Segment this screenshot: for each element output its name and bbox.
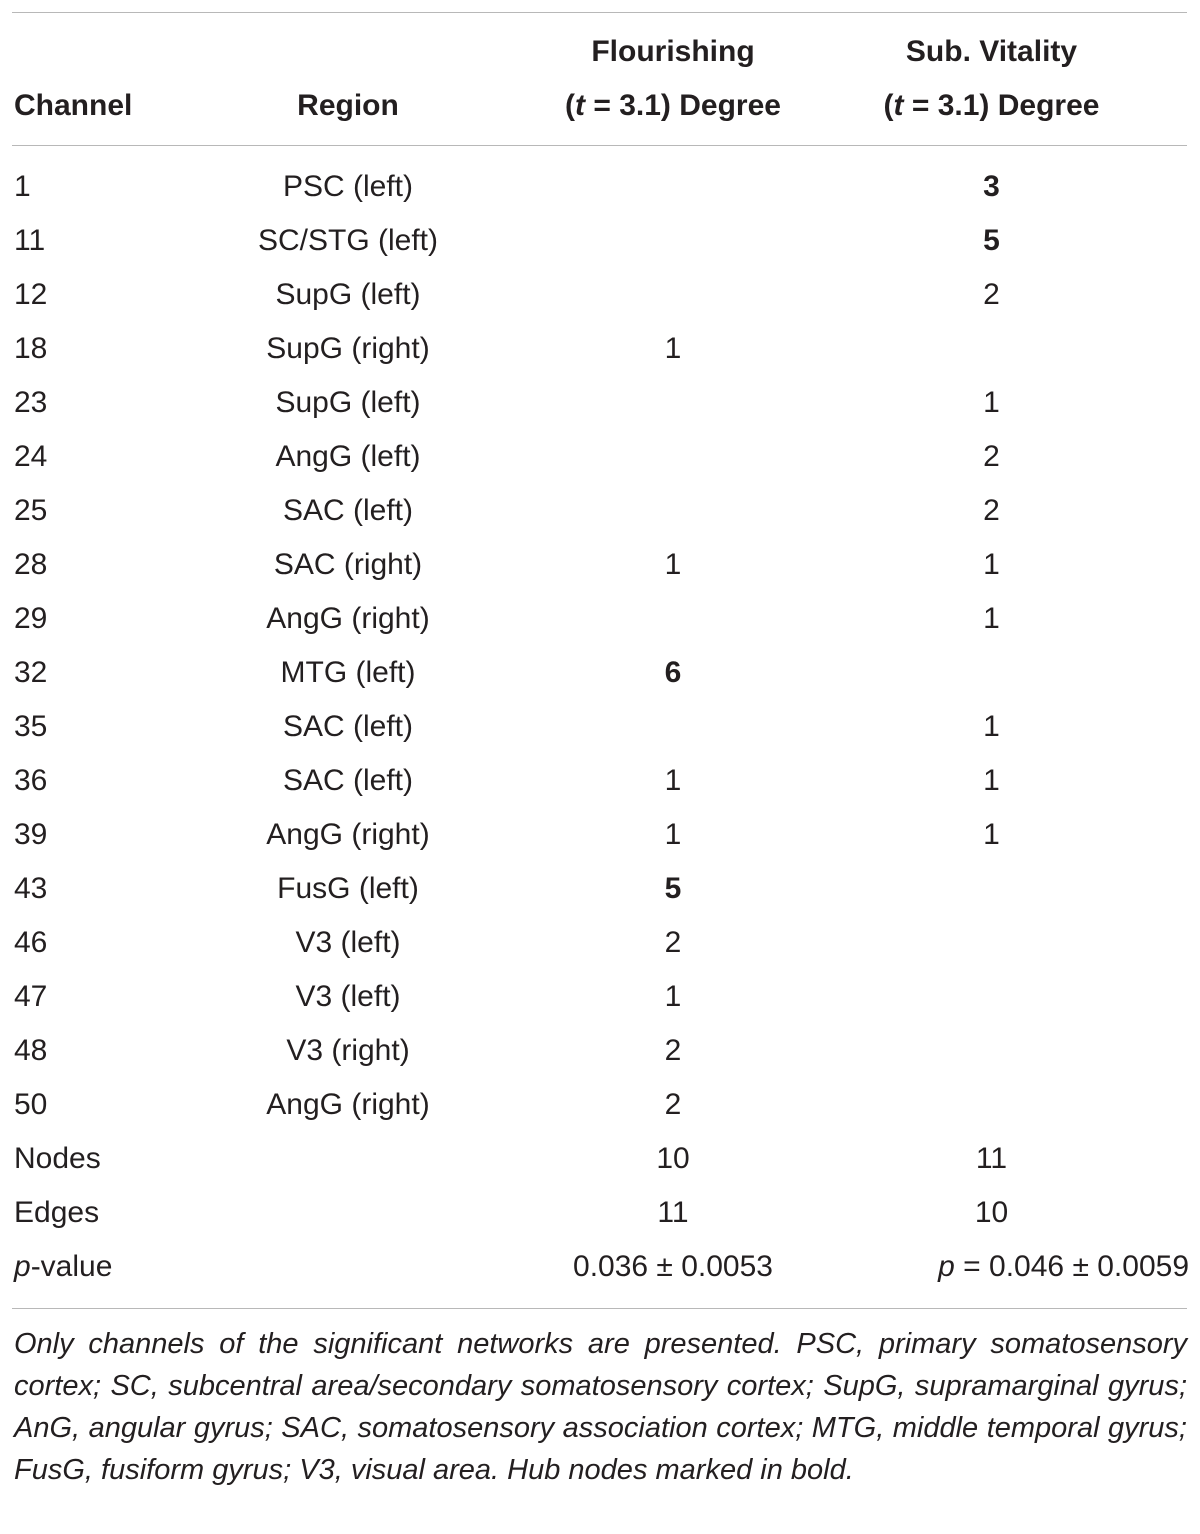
table-row bbox=[12, 430, 1189, 484]
header-channel: Channel bbox=[14, 89, 133, 122]
summary-body bbox=[12, 1132, 1189, 1308]
header-row-1 bbox=[12, 13, 1189, 79]
cell-region: AngG (left) bbox=[275, 440, 421, 473]
cell-subvitality bbox=[794, 646, 1189, 700]
cell-channel: 11 bbox=[14, 224, 46, 257]
cell-channel: 35 bbox=[14, 710, 48, 743]
cell-flourishing bbox=[552, 592, 794, 646]
table-header bbox=[12, 13, 1189, 145]
cell-subvitality bbox=[794, 1078, 1189, 1132]
cell-channel: 32 bbox=[14, 656, 48, 689]
header-region-spacer bbox=[144, 13, 552, 79]
cell-channel: 46 bbox=[14, 926, 48, 959]
table-row bbox=[12, 808, 1189, 862]
cell-channel: 36 bbox=[14, 764, 48, 797]
header-flourishing-t: t bbox=[575, 89, 586, 122]
header-subvitality-open: ( bbox=[883, 89, 894, 122]
cell-region: SAC (left) bbox=[282, 710, 414, 743]
cell-subvitality bbox=[794, 916, 1189, 970]
edges-subvitality: 10 bbox=[974, 1196, 1009, 1229]
pvalue-subvitality-rest: = 0.046 ± 0.0059 bbox=[954, 1250, 1189, 1283]
header-flourishing-line2 bbox=[552, 79, 794, 145]
cell-flourishing: 5 bbox=[664, 872, 682, 905]
cell-channel: 18 bbox=[14, 332, 48, 365]
body-bottom-spacer bbox=[12, 1294, 1189, 1308]
cell-channel: 43 bbox=[14, 872, 48, 905]
cell-subvitality: 3 bbox=[983, 170, 1000, 203]
degree-table-body bbox=[12, 146, 1189, 1308]
cell-flourishing bbox=[552, 484, 794, 538]
cell-channel: 39 bbox=[14, 818, 48, 851]
body-top-spacer bbox=[12, 146, 1189, 160]
table-body bbox=[12, 146, 1189, 1132]
header-subvitality-t: t bbox=[893, 89, 904, 122]
table-row bbox=[12, 646, 1189, 700]
cell-subvitality: 5 bbox=[983, 224, 1000, 257]
cell-flourishing bbox=[552, 160, 794, 214]
cell-subvitality: 1 bbox=[983, 764, 1000, 797]
cell-channel: 25 bbox=[14, 494, 48, 527]
cell-region: V3 (left) bbox=[295, 926, 401, 959]
cell-subvitality: 1 bbox=[983, 548, 1000, 581]
cell-channel: 47 bbox=[14, 980, 48, 1013]
cell-flourishing bbox=[552, 268, 794, 322]
cell-region: AngG (right) bbox=[266, 602, 430, 635]
cell-region: SAC (right) bbox=[273, 548, 423, 581]
cell-region: SupG (right) bbox=[266, 332, 430, 365]
edges-region-empty bbox=[144, 1186, 552, 1240]
header-subvitality-line2 bbox=[794, 79, 1189, 145]
table-row bbox=[12, 160, 1189, 214]
edges-flourishing: 11 bbox=[657, 1196, 689, 1229]
cell-flourishing bbox=[552, 214, 794, 268]
cell-subvitality bbox=[794, 862, 1189, 916]
cell-region: SupG (left) bbox=[275, 278, 421, 311]
table-row bbox=[12, 538, 1189, 592]
table-row bbox=[12, 1024, 1189, 1078]
cell-region: SAC (left) bbox=[282, 494, 414, 527]
pvalue-label bbox=[12, 1240, 144, 1294]
cell-region: FusG (left) bbox=[277, 872, 419, 905]
cell-flourishing: 6 bbox=[664, 656, 682, 689]
table-row bbox=[12, 376, 1189, 430]
edges-label: Edges bbox=[14, 1196, 100, 1229]
table-row bbox=[12, 484, 1189, 538]
cell-channel: 1 bbox=[14, 170, 31, 203]
table-row bbox=[12, 268, 1189, 322]
table-row bbox=[12, 970, 1189, 1024]
cell-region: AngG (right) bbox=[266, 818, 430, 851]
header-channel-spacer bbox=[12, 13, 144, 79]
table-footnote: Only channels of the significant networks are presented. PSC, primary somatosensory cortex; SC, subcentral area/secondary somatosensory cortex; SupG, supramarginal gyrus; AnG, angular gyrus; SAC, somatosensory association cortex; MTG, middle temporal gyrus; FusG, fusiform gyrus; V3, visual area. Hub nodes marked in bold. bbox=[14, 1328, 1187, 1486]
degree-table bbox=[12, 13, 1189, 145]
table-row-nodes bbox=[12, 1132, 1189, 1186]
table-row bbox=[12, 700, 1189, 754]
table-container bbox=[12, 12, 1187, 1491]
table-row bbox=[12, 862, 1189, 916]
header-flourishing-rest: = 3.1) Degree bbox=[585, 89, 781, 122]
cell-subvitality bbox=[794, 322, 1189, 376]
cell-region: V3 (left) bbox=[295, 980, 401, 1013]
cell-subvitality: 2 bbox=[983, 440, 1000, 473]
table-row bbox=[12, 916, 1189, 970]
table-row-edges bbox=[12, 1186, 1189, 1240]
cell-subvitality: 1 bbox=[983, 710, 1000, 743]
cell-subvitality: 1 bbox=[983, 818, 1000, 851]
pvalue-subvitality-p: p bbox=[938, 1250, 955, 1283]
cell-channel: 12 bbox=[14, 278, 48, 311]
cell-flourishing bbox=[552, 376, 794, 430]
table-row bbox=[12, 754, 1189, 808]
cell-channel: 28 bbox=[14, 548, 48, 581]
cell-channel: 24 bbox=[14, 440, 48, 473]
cell-flourishing: 1 bbox=[664, 980, 682, 1013]
header-region: Region bbox=[297, 89, 399, 122]
pvalue-label-rest: -value bbox=[30, 1250, 113, 1283]
cell-region: SC/STG (left) bbox=[257, 224, 438, 257]
cell-flourishing: 2 bbox=[664, 926, 682, 959]
cell-subvitality bbox=[794, 1024, 1189, 1078]
cell-region: PSC (left) bbox=[282, 170, 414, 203]
cell-channel: 48 bbox=[14, 1034, 48, 1067]
cell-flourishing: 2 bbox=[664, 1088, 682, 1121]
pvalue-flourishing: 0.036 ± 0.0053 bbox=[573, 1250, 773, 1283]
cell-subvitality: 2 bbox=[983, 494, 1000, 527]
cell-region: SAC (left) bbox=[282, 764, 414, 797]
cell-flourishing: 1 bbox=[664, 332, 682, 365]
header-subvitality-line1: Sub. Vitality bbox=[905, 35, 1078, 68]
cell-flourishing: 2 bbox=[664, 1034, 682, 1067]
nodes-label: Nodes bbox=[14, 1142, 101, 1175]
cell-channel: 29 bbox=[14, 602, 48, 635]
cell-region: V3 (right) bbox=[286, 1034, 410, 1067]
bottom-rule bbox=[12, 1308, 1187, 1309]
cell-flourishing bbox=[552, 700, 794, 754]
pvalue-subvitality bbox=[794, 1240, 1189, 1294]
cell-subvitality: 2 bbox=[983, 278, 1000, 311]
table-row bbox=[12, 214, 1189, 268]
header-row-2 bbox=[12, 79, 1189, 145]
table-row bbox=[12, 322, 1189, 376]
nodes-region-empty bbox=[144, 1132, 552, 1186]
cell-flourishing: 1 bbox=[664, 764, 682, 797]
table-row-pvalue bbox=[12, 1240, 1189, 1294]
cell-subvitality: 1 bbox=[983, 602, 1000, 635]
cell-flourishing: 1 bbox=[664, 548, 682, 581]
cell-region: MTG (left) bbox=[280, 656, 416, 689]
nodes-flourishing: 10 bbox=[656, 1142, 690, 1175]
nodes-subvitality: 11 bbox=[975, 1142, 1008, 1175]
pvalue-label-p: p bbox=[14, 1250, 31, 1283]
cell-flourishing bbox=[552, 430, 794, 484]
cell-channel: 23 bbox=[14, 386, 48, 419]
header-flourishing-open: ( bbox=[565, 89, 576, 122]
cell-region: AngG (right) bbox=[266, 1088, 430, 1121]
pvalue-region-empty bbox=[144, 1240, 552, 1294]
cell-flourishing: 1 bbox=[664, 818, 682, 851]
table-row bbox=[12, 1078, 1189, 1132]
header-flourishing-line1: Flourishing bbox=[591, 35, 755, 68]
table-row bbox=[12, 592, 1189, 646]
cell-channel: 50 bbox=[14, 1088, 48, 1121]
cell-subvitality bbox=[794, 970, 1189, 1024]
cell-subvitality: 1 bbox=[983, 386, 1000, 419]
header-subvitality-rest: = 3.1) Degree bbox=[903, 89, 1100, 122]
cell-region: SupG (left) bbox=[275, 386, 421, 419]
